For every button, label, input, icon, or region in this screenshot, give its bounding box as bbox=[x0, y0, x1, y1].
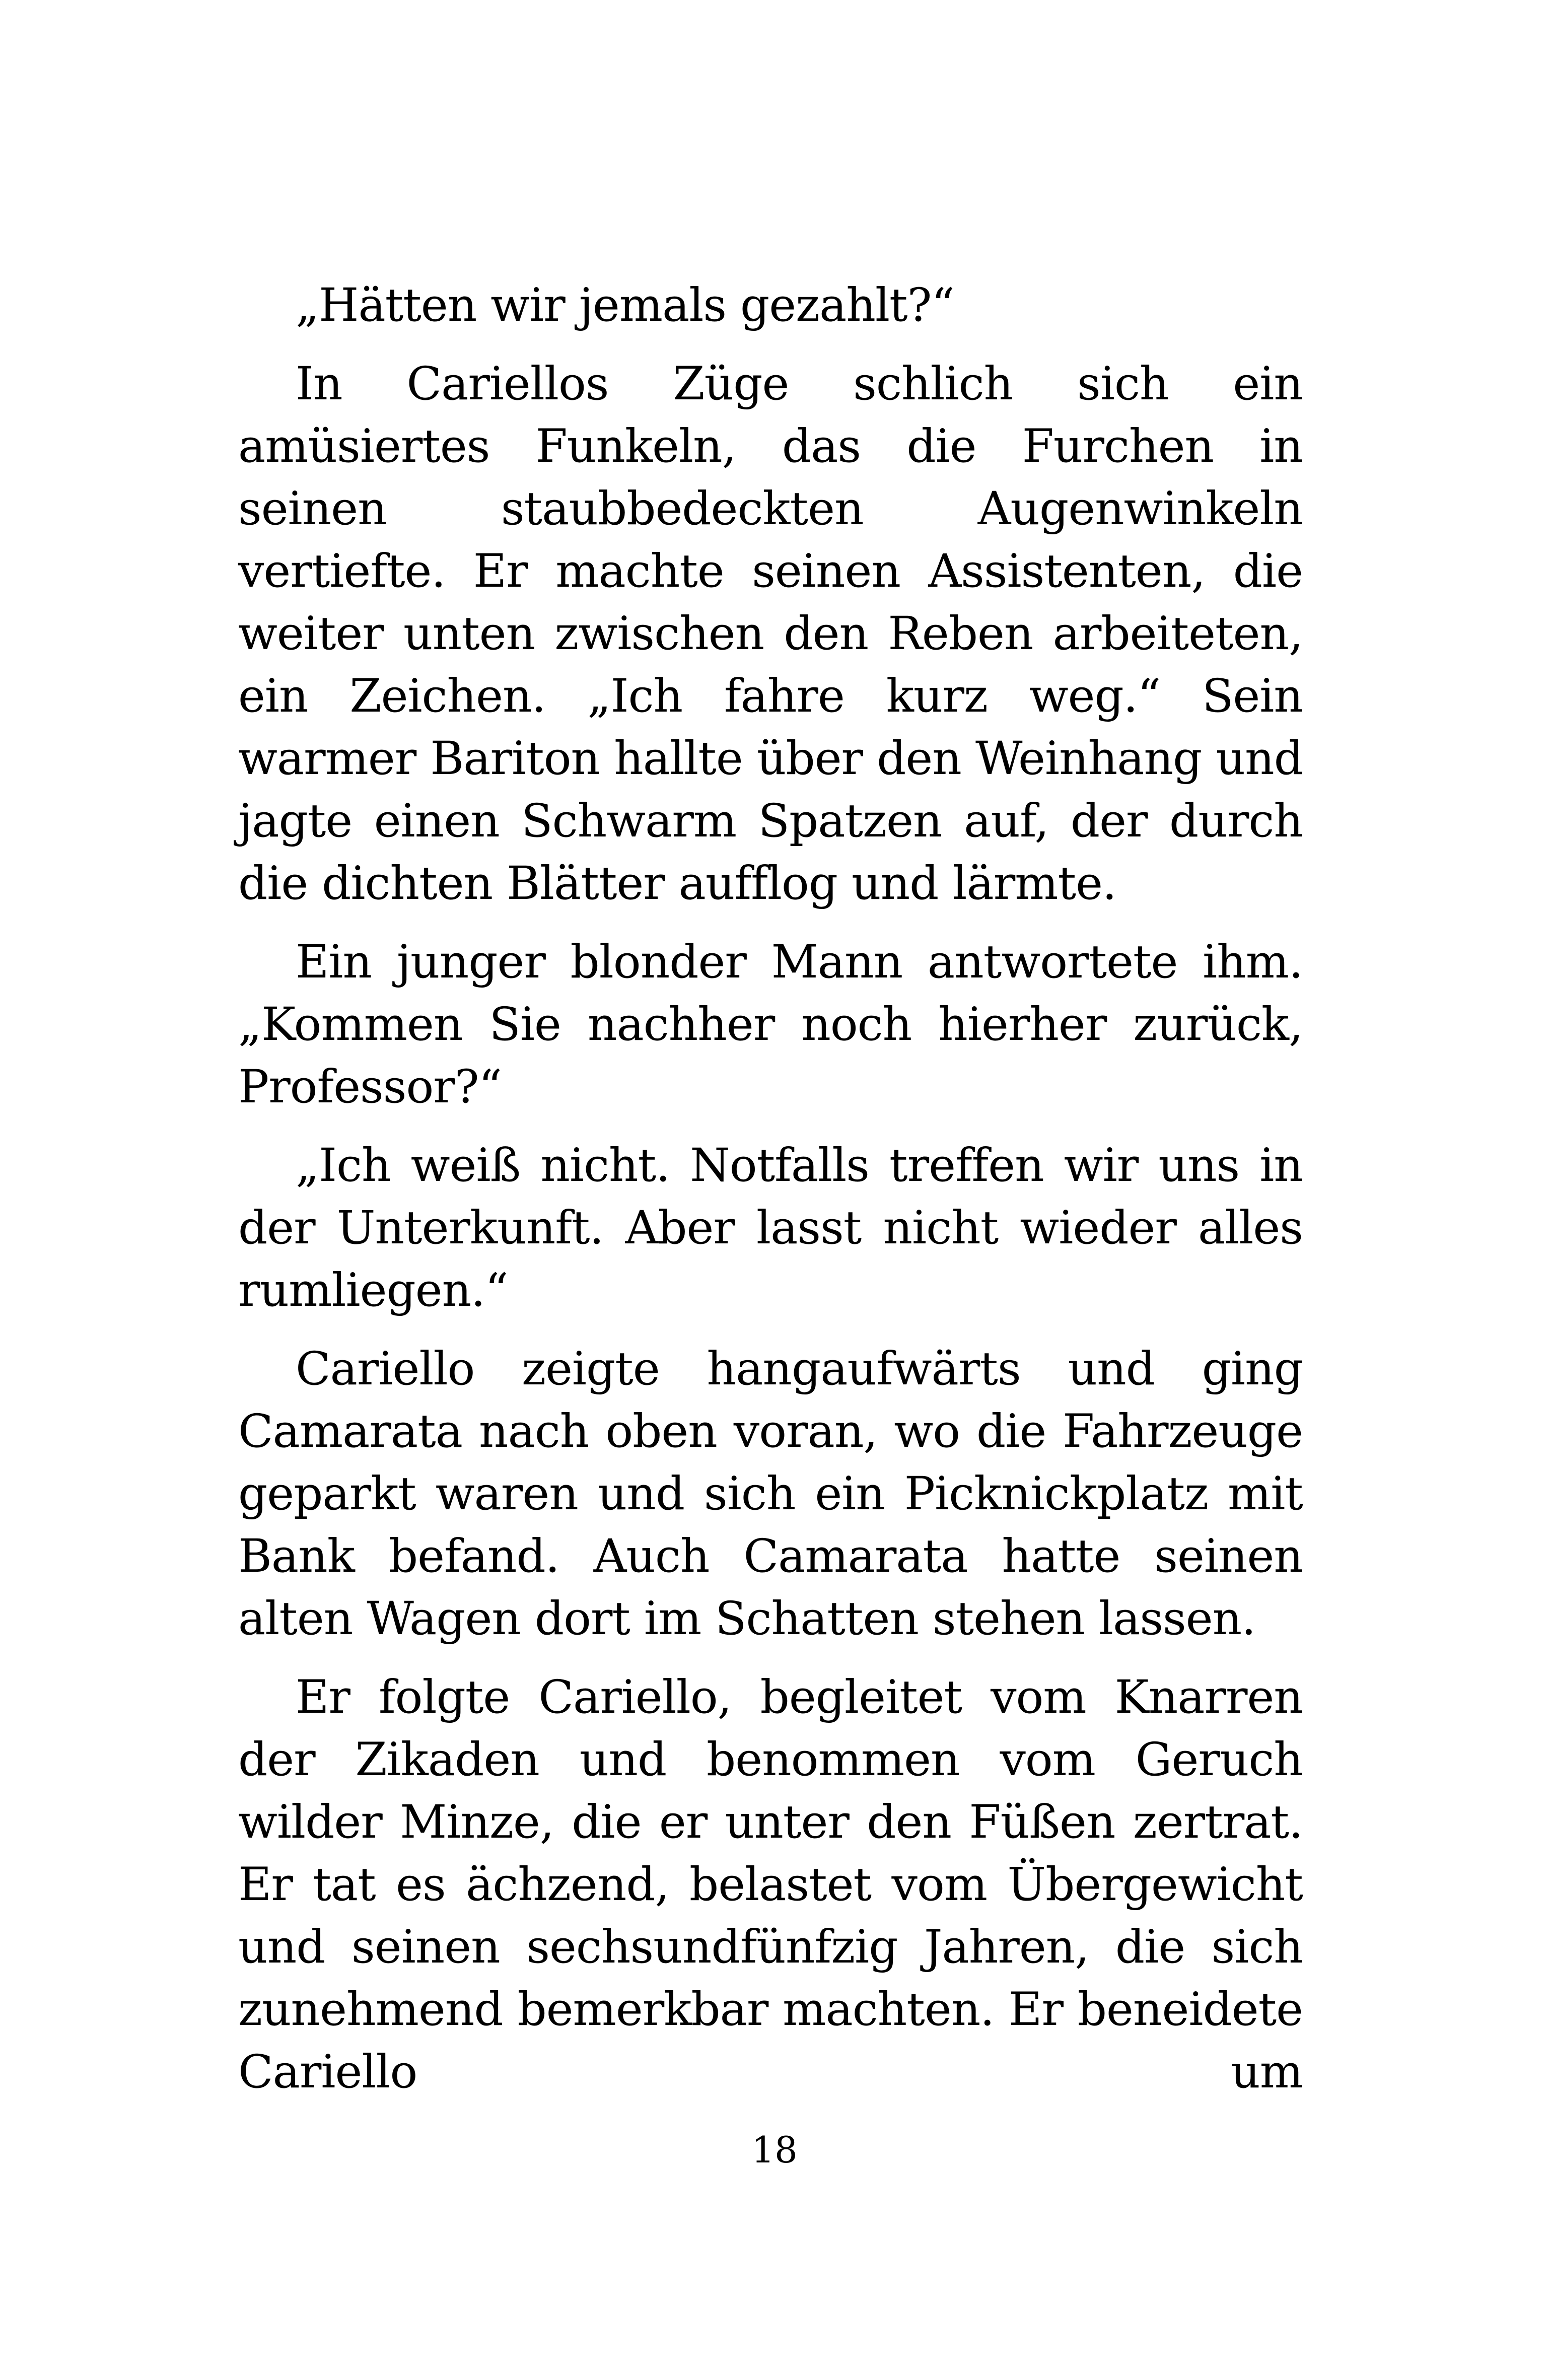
paragraph-2: In Cariellos Züge schlich sich ein amüsiertes Funkeln, das die Furchen in seinen staubbedeckten Augenwinkeln vertiefte. Er machte seinen Assistenten, die weiter unten zwischen den Reben arbeiteten, ein Zeichen. „Ich fahre kurz weg.“ Sein warmer Bariton hallte über den Weinhang und jagte einen Schwarm Spatzen auf, der durch die dichten Blätter aufflog und lärmte. bbox=[238, 358, 1303, 910]
paragraph-4: „Ich weiß nicht. Notfalls treffen wir uns in der Unterkunft. Aber lasst nicht wieder alles rumliegen.“ bbox=[238, 1139, 1303, 1317]
paragraph-1: „Hätten wir jemals gezahlt?“ bbox=[296, 279, 954, 332]
paragraph-3: Ein junger blonder Mann antwortete ihm. „Kommen Sie nachher noch hierher zurück, Professor?“ bbox=[238, 936, 1303, 1113]
page-number: 18 bbox=[751, 2129, 798, 2171]
body-text bbox=[238, 274, 1303, 2120]
paragraph-5: Cariello zeigte hangaufwärts und ging Camarata nach oben voran, wo die Fahrzeuge geparkt waren und sich ein Picknickplatz mit Bank befand. Auch Camarata hatte seinen alten Wagen dort im Schatten stehen lassen. bbox=[238, 1343, 1303, 1645]
paragraph-6: Er folgte Cariello, begleitet vom Knarren der Zikaden und benommen vom Geruch wilder Minze, die er unter den Füßen zertrat. Er tat es ächzend, belastet vom Übergewicht und seinen sechsundfünfzig Jahren, die sich zunehmend bemerkbar machten. Er beneidete Cariello um bbox=[238, 1671, 1303, 2098]
